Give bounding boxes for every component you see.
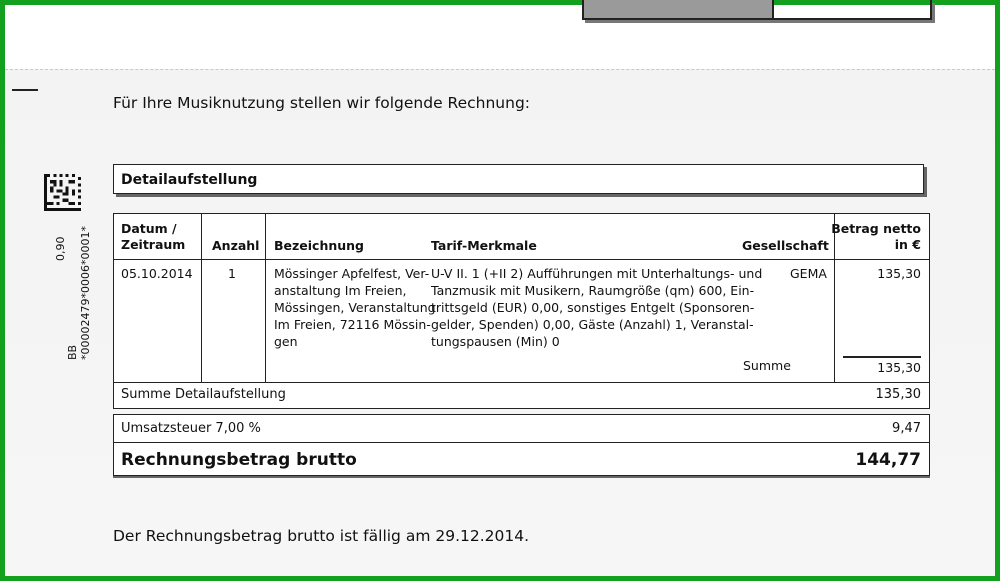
fold-mark bbox=[12, 89, 38, 91]
header-anzahl: Anzahl bbox=[212, 238, 260, 253]
cell-anzahl: 1 bbox=[228, 266, 236, 281]
side-text-bb: BB bbox=[66, 344, 79, 360]
summe-detail-label: Summe Detailaufstellung bbox=[121, 387, 286, 402]
brutto-label: Rechnungsbetrag brutto bbox=[121, 450, 357, 470]
side-text-code bbox=[66, 226, 92, 360]
side-text-price: 0,90 bbox=[54, 236, 67, 261]
ust-label: Umsatzsteuer 7,00 % bbox=[121, 421, 261, 436]
cell-bezeichnung bbox=[274, 265, 436, 350]
brutto-value: 144,77 bbox=[855, 450, 921, 470]
totals-box bbox=[113, 414, 930, 476]
cell-datum: 05.10.2014 bbox=[121, 266, 193, 281]
header-divider bbox=[114, 259, 929, 260]
tarif-line: gelder, Spenden) 0,00, Gäste (Anzahl) 1, Veranstal- bbox=[431, 317, 754, 332]
bezeichnung-line: Im Freien, 72116 Mössin- bbox=[274, 317, 431, 332]
bezeichnung-line: anstaltung Im Freien, bbox=[274, 283, 407, 298]
cell-betrag: 135,30 bbox=[877, 266, 921, 281]
col-divider bbox=[201, 214, 202, 382]
header-betrag bbox=[831, 221, 921, 253]
perforation-line bbox=[5, 69, 995, 70]
side-text-serial: *00002479*0006*0001* bbox=[79, 226, 92, 360]
invoice-number-box-fragment bbox=[582, 0, 932, 20]
detail-section-title: Detailaufstellung bbox=[113, 164, 924, 194]
header-gesellschaft: Gesellschaft bbox=[742, 238, 829, 253]
bezeichnung-line: gen bbox=[274, 334, 298, 349]
invoice-number-value-fragment bbox=[774, 0, 930, 18]
ust-row bbox=[114, 415, 929, 443]
ust-value: 9,47 bbox=[892, 421, 921, 436]
summe-underline bbox=[843, 356, 921, 358]
tarif-line: U-V II. 1 (+II 2) Aufführungen mit Unterhaltungs- und bbox=[431, 266, 763, 281]
datamatrix-code-icon bbox=[44, 174, 81, 211]
cell-gesellschaft: GEMA bbox=[790, 266, 827, 281]
tarif-line: trittsgeld (EUR) 0,00, sonstiges Entgelt (Sponsoren- bbox=[431, 300, 755, 315]
col-divider bbox=[265, 214, 266, 382]
summe-detailaufstellung-row bbox=[113, 383, 930, 409]
header-datum-line1: Datum / bbox=[121, 221, 177, 236]
intro-text: Für Ihre Musiknutzung stellen wir folgende Rechnung: bbox=[113, 94, 531, 112]
bezeichnung-line: Mössinger Apfelfest, Ver- bbox=[274, 266, 430, 281]
header-betrag-line2: in € bbox=[894, 237, 921, 252]
header-datum-line2: Zeitraum bbox=[121, 237, 186, 252]
summe-detail-value: 135,30 bbox=[875, 387, 921, 402]
summe-value: 135,30 bbox=[877, 360, 921, 375]
due-date-text: Der Rechnungsbetrag brutto ist fällig am 29.12.2014. bbox=[113, 527, 530, 545]
bezeichnung-line: Mössingen, Veranstaltung bbox=[274, 300, 436, 315]
tarif-line: Tanzmusik mit Musikern, Raumgröße (qm) 600, Ein- bbox=[431, 283, 755, 298]
header-bezeichnung: Bezeichnung bbox=[274, 238, 364, 253]
header-datum bbox=[121, 221, 185, 253]
summe-label: Summe bbox=[743, 358, 791, 373]
brutto-row bbox=[114, 444, 929, 475]
detail-table bbox=[113, 213, 930, 383]
cell-tarif bbox=[431, 265, 762, 350]
header-tarif: Tarif-Merkmale bbox=[431, 238, 537, 253]
header-betrag-line1: Betrag netto bbox=[831, 221, 921, 236]
tarif-line: tungspausen (Min) 0 bbox=[431, 334, 560, 349]
invoice-number-label-fragment bbox=[584, 0, 774, 18]
